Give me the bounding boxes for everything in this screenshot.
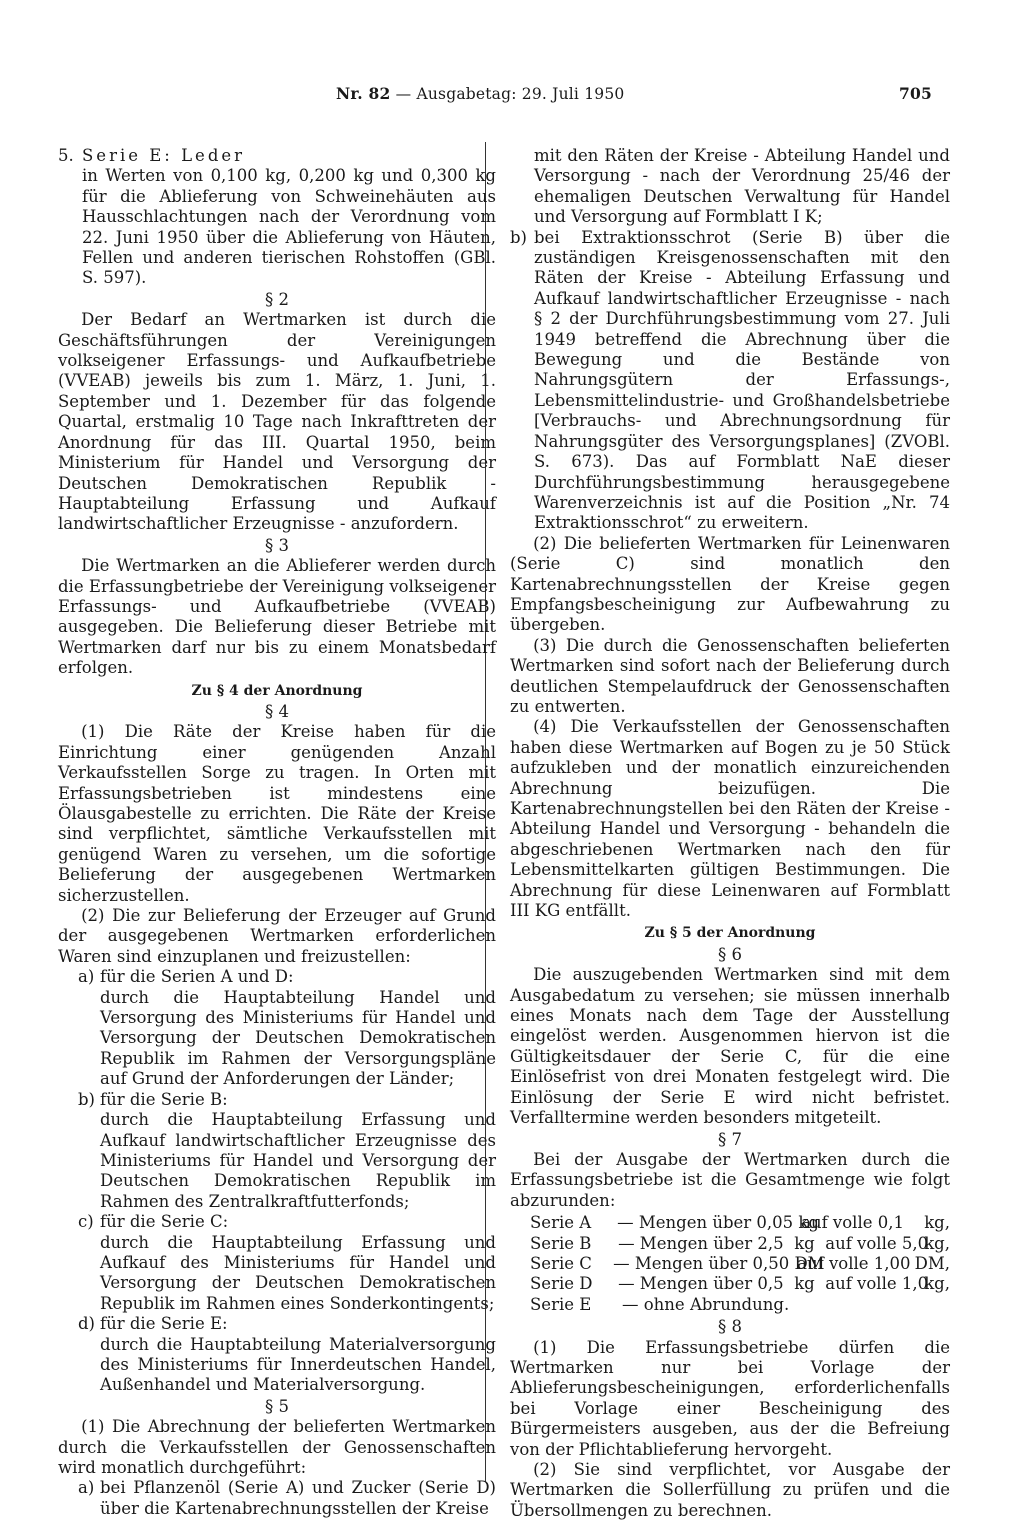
serie-e-body: in Werten von 0,100 kg, 0,200 kg und 0,300 kg für die Ablieferung von Schweinehäuten aus Hausschlachtungen nach der Verordnung vom 22. Juni 1950 über die Ablieferung von Häuten, Fellen und anderen tierischen Rohstoffen (GBl. S. 597). <box>82 166 496 288</box>
table-row <box>530 1274 950 1294</box>
paragraph-5-2: (2) Die belieferten Wertmarken für Leinenwaren (Serie C) sind monatlich den Kartenabrechnungsstellen der Kreise gegen Empfangsbescheinigung zur Aufbewahrung zu übergeben. <box>510 533 950 635</box>
list-text: bei Extraktionsschrot (Serie B) über die zuständigen Kreisgenossenschaften mit den Räten der Kreise - Abteilung Erfassung und Aufkauf landwirtschaftlicher Erzeugnisse - nach § 2 der Durchführungsbestimmung vom 27. Juli 1949 betreffend die Abrechnung über die Bewegung und die Bestände von Nahrungsgütern der Erfassungs-, Lebensmittelindustrie- und Großhandelsbetriebe [Verbrauchs- und Abrechnungsordnung für Nahrungsgüter des Versorgungsplanes] (ZVOBl. S. 673). Das auf Formblatt NaE dieser Durchführungsbestimmung herausgegebene Warenverzeichnis ist auf die Position „Nr. 74 Extraktionsschrot“ zu erweitern. <box>534 227 950 533</box>
list-label: b) <box>78 1089 95 1109</box>
table-row <box>530 1254 950 1274</box>
section-heading: § 6 <box>718 944 742 964</box>
list-item <box>58 1314 496 1396</box>
paragraph-5-1: (1) Die Abrechnung der belieferten Wertmarken durch die Verkaufsstellen der Genossenschaften wird monatlich durchgeführt: <box>58 1417 496 1477</box>
list-head: für die Serien A und D: <box>100 967 294 987</box>
list-label: a) <box>78 1478 95 1498</box>
target-cell: auf volle 0,1 <box>801 1213 904 1233</box>
subheading-zu-5: Zu § 5 der Anordnung <box>644 925 816 942</box>
unit-cell: kg, <box>924 1213 950 1233</box>
section-heading: § 3 <box>265 535 289 555</box>
serie-cell: Serie E <box>530 1294 592 1314</box>
list-head: für die Serie B: <box>100 1089 228 1109</box>
rule-cell: — Mengen über 0,50 DM <box>613 1253 825 1273</box>
page-number: 705 <box>899 84 932 103</box>
serie-cell: Serie D <box>530 1274 593 1294</box>
list-body: durch die Hauptabteilung Erfassung und Aufkauf des Ministeriums für Handel und Versorgung der Deutschen Demokratischen Republik im Rahmen eines Sonderkontingents; <box>100 1232 496 1313</box>
unit-cell: kg, <box>924 1274 950 1294</box>
list-text <box>100 967 496 1089</box>
paragraph-section-6: Die auszugebenden Wertmarken sind mit dem Ausgabedatum zu versehen; sie müssen innerhalb eines Monats nach dem Tage der Ausstellung eingelöst werden. Ausgenommen hiervon ist die Gültigkeitsdauer der Serie C, für die eine Einlösefrist von drei Monaten festgelegt wird. Die Einlösung der Serie E wird nicht befristet. Verfalltermine werden besonders mitgeteilt. <box>510 965 950 1128</box>
list-body: durch die Hauptabteilung Erfassung und Aufkauf landwirtschaftlicher Erzeugnisse des Ministeriums für Handel und Versorgung der Deutschen Demokratischen Republik im Rahmen des Zentralkraftfutterfonds; <box>100 1110 496 1211</box>
rule-cell: — ohne Abrundung. <box>622 1294 790 1314</box>
paragraph-section-2: Der Bedarf an Wertmarken ist durch die Geschäftsführungen der Vereinigungen volkseigener Erfassungs- und Aufkaufbetriebe (VVEAB) jeweils bis zum 1. März, 1. Juni, 1. September und 1. Dezember für das folgende Quartal, erstmalig 10 Tage nach Inkrafttreten der Anordnung für das III. Quartal 1950, beim Ministerium für Handel und Versorgung der Deutschen Demokratischen Republik - Hauptabteilung Erfassung und Aufkauf landwirtschaftlicher Erzeugnisse - anzufordern. <box>58 310 496 534</box>
paragraph-4-1: (1) Die Räte der Kreise haben für die Einrichtung einer genügenden Anzahl Verkaufsstellen Sorge zu tragen. In Orten mit Erfassungsbetrieben ist mindestens eine Ölausgabestelle zu errichten. Die Räte der Kreise sind verpflichtet, sämtliche Verkaufsstellen mit genügend Waren zu versehen, um die sofortige Belieferung der ausgegebenen Wertmarken sicherzustellen. <box>58 722 496 905</box>
target-cell: kg auf volle 1,0 <box>794 1274 929 1294</box>
list-item <box>58 967 496 1089</box>
list-text: bei Pflanzenöl (Serie A) und Zucker (Serie D) über die Kartenabrechnungsstellen der Kreise <box>100 1478 496 1518</box>
list-head: für die Serie C: <box>100 1212 229 1232</box>
rule-cell: — Mengen über 0,05 kg <box>617 1213 819 1233</box>
list-body: durch die Hauptabteilung Handel und Versorgung des Ministeriums für Handel und Versorgung der Deutschen Demokratischen Republik im Rahmen der Versorgungspläne auf Grund der Anforderungen der Länder; <box>100 987 496 1089</box>
list-text <box>100 1090 496 1212</box>
item-a-continuation: mit den Räten der Kreise - Abteilung Handel und Versorgung - nach der Verordnung 25/46 der ehemaligen Deutschen Verwaltung für Handel und Versorgung auf Formblatt I K; <box>534 146 950 227</box>
serie-e-title: Serie E: Leder <box>82 146 246 165</box>
rule-cell: — Mengen über 0,5 <box>618 1274 784 1294</box>
edition-date: Ausgabetag: 29. Juli 1950 <box>416 85 625 103</box>
paragraph-5-4: (4) Die Verkaufsstellen der Genossenschaften haben diese Wertmarken auf Bogen zu je 50 Stück aufzukleben und der monatlich einzureichenden Abrechnung beizufügen. Die Kartenabrechnungstellen bei den Räten der Kreise - Abteilung Handel und Versorgung - behandeln die abgeschriebenen Wertmarken nach den für Lebensmittelkarten gültigen Bestimmungen. Die Abrechnung für diese Leinenwaren auf Formblatt III KG entfällt. <box>510 717 950 921</box>
serie-cell: Serie A <box>530 1213 592 1233</box>
header-separator: — <box>395 85 412 103</box>
subheading-zu-4: Zu § 4 der Anordnung <box>191 682 363 699</box>
list-label: a) <box>78 967 95 987</box>
rule-cell: — Mengen über 2,5 <box>618 1233 784 1253</box>
section-heading: § 5 <box>265 1396 289 1416</box>
issue-number: Nr. 82 <box>336 84 391 103</box>
list-label: c) <box>78 1212 94 1232</box>
paragraph-section-3: Die Wertmarken an die Ablieferer werden durch die Erfassungbetriebe der Vereinigung volkseigener Erfassungs- und Aufkaufbetriebe (VVEAB) ausgegeben. Die Belieferung dieser Betriebe mit Wertmarken darf nur bis zu einem Monatsbedarf erfolgen. <box>58 556 496 678</box>
paragraph-section-7: Bei der Ausgabe der Wertmarken durch die Erfassungsbetriebe ist die Gesamtmenge wie folgt abzurunden: <box>510 1149 950 1210</box>
item-label: 5. <box>58 146 74 165</box>
unit-cell: kg, <box>924 1233 950 1253</box>
list-item <box>510 228 950 534</box>
section-heading: § 7 <box>718 1129 742 1149</box>
table-row <box>530 1213 950 1233</box>
serie-cell: Serie C <box>530 1253 592 1273</box>
right-column <box>510 146 950 1521</box>
list-item <box>58 1090 496 1212</box>
section-heading: § 2 <box>265 289 289 309</box>
list-head: für die Serie E: <box>100 1314 228 1334</box>
table-row <box>530 1295 950 1315</box>
section-heading: § 8 <box>718 1317 742 1337</box>
paragraph-4-2: (2) Die zur Belieferung der Erzeuger auf Grund der ausgegebenen Wertmarken erforderlichen Waren sind einzuplanen und freizustellen: <box>58 906 496 966</box>
serie-e-item <box>58 146 496 166</box>
page-header <box>0 84 1024 110</box>
table-row <box>530 1234 950 1254</box>
left-column <box>58 146 496 1519</box>
header-issue-line <box>336 84 624 103</box>
target-cell <box>806 1295 936 1315</box>
list-text <box>100 1212 496 1314</box>
list-item <box>58 1478 496 1519</box>
paragraph-8-1: (1) Die Erfassungsbetriebe dürfen die Wertmarken nur bei Vorlage der Ablieferungsbescheinigungen, erforderlichenfalls bei Vorlage einer Bescheinigung des Bürgermeisters ausgeben, aus der die Befreiung von der Pflichtablieferung hervorgeht. <box>510 1337 950 1459</box>
section-heading: § 4 <box>265 701 289 721</box>
unit-cell: DM, <box>914 1253 950 1273</box>
list-item <box>58 1212 496 1314</box>
paragraph-5-3: (3) Die durch die Genossenschaften belieferten Wertmarken sind sofort nach der Belieferung durch deutlichen Stempelaufdruck der Genossenschaften zu entwerten. <box>510 635 950 716</box>
target-cell: auf volle 1,00 <box>797 1253 911 1273</box>
serie-cell: Serie B <box>530 1233 592 1253</box>
list-label: d) <box>78 1314 95 1334</box>
rounding-table <box>530 1213 950 1315</box>
list-label: b) <box>510 227 527 247</box>
list-body: durch die Hauptabteilung Materialversorgung des Ministeriums für Innerdeutschen Handel, Außenhandel und Materialversorgung. <box>100 1334 496 1395</box>
target-cell: kg auf volle 5,0 <box>794 1233 929 1253</box>
paragraph-8-2: (2) Sie sind verpflichtet, vor Ausgabe der Wertmarken die Sollerfüllung zu prüfen und die Übersollmengen zu berechnen. <box>510 1460 950 1520</box>
list-text <box>100 1314 496 1396</box>
